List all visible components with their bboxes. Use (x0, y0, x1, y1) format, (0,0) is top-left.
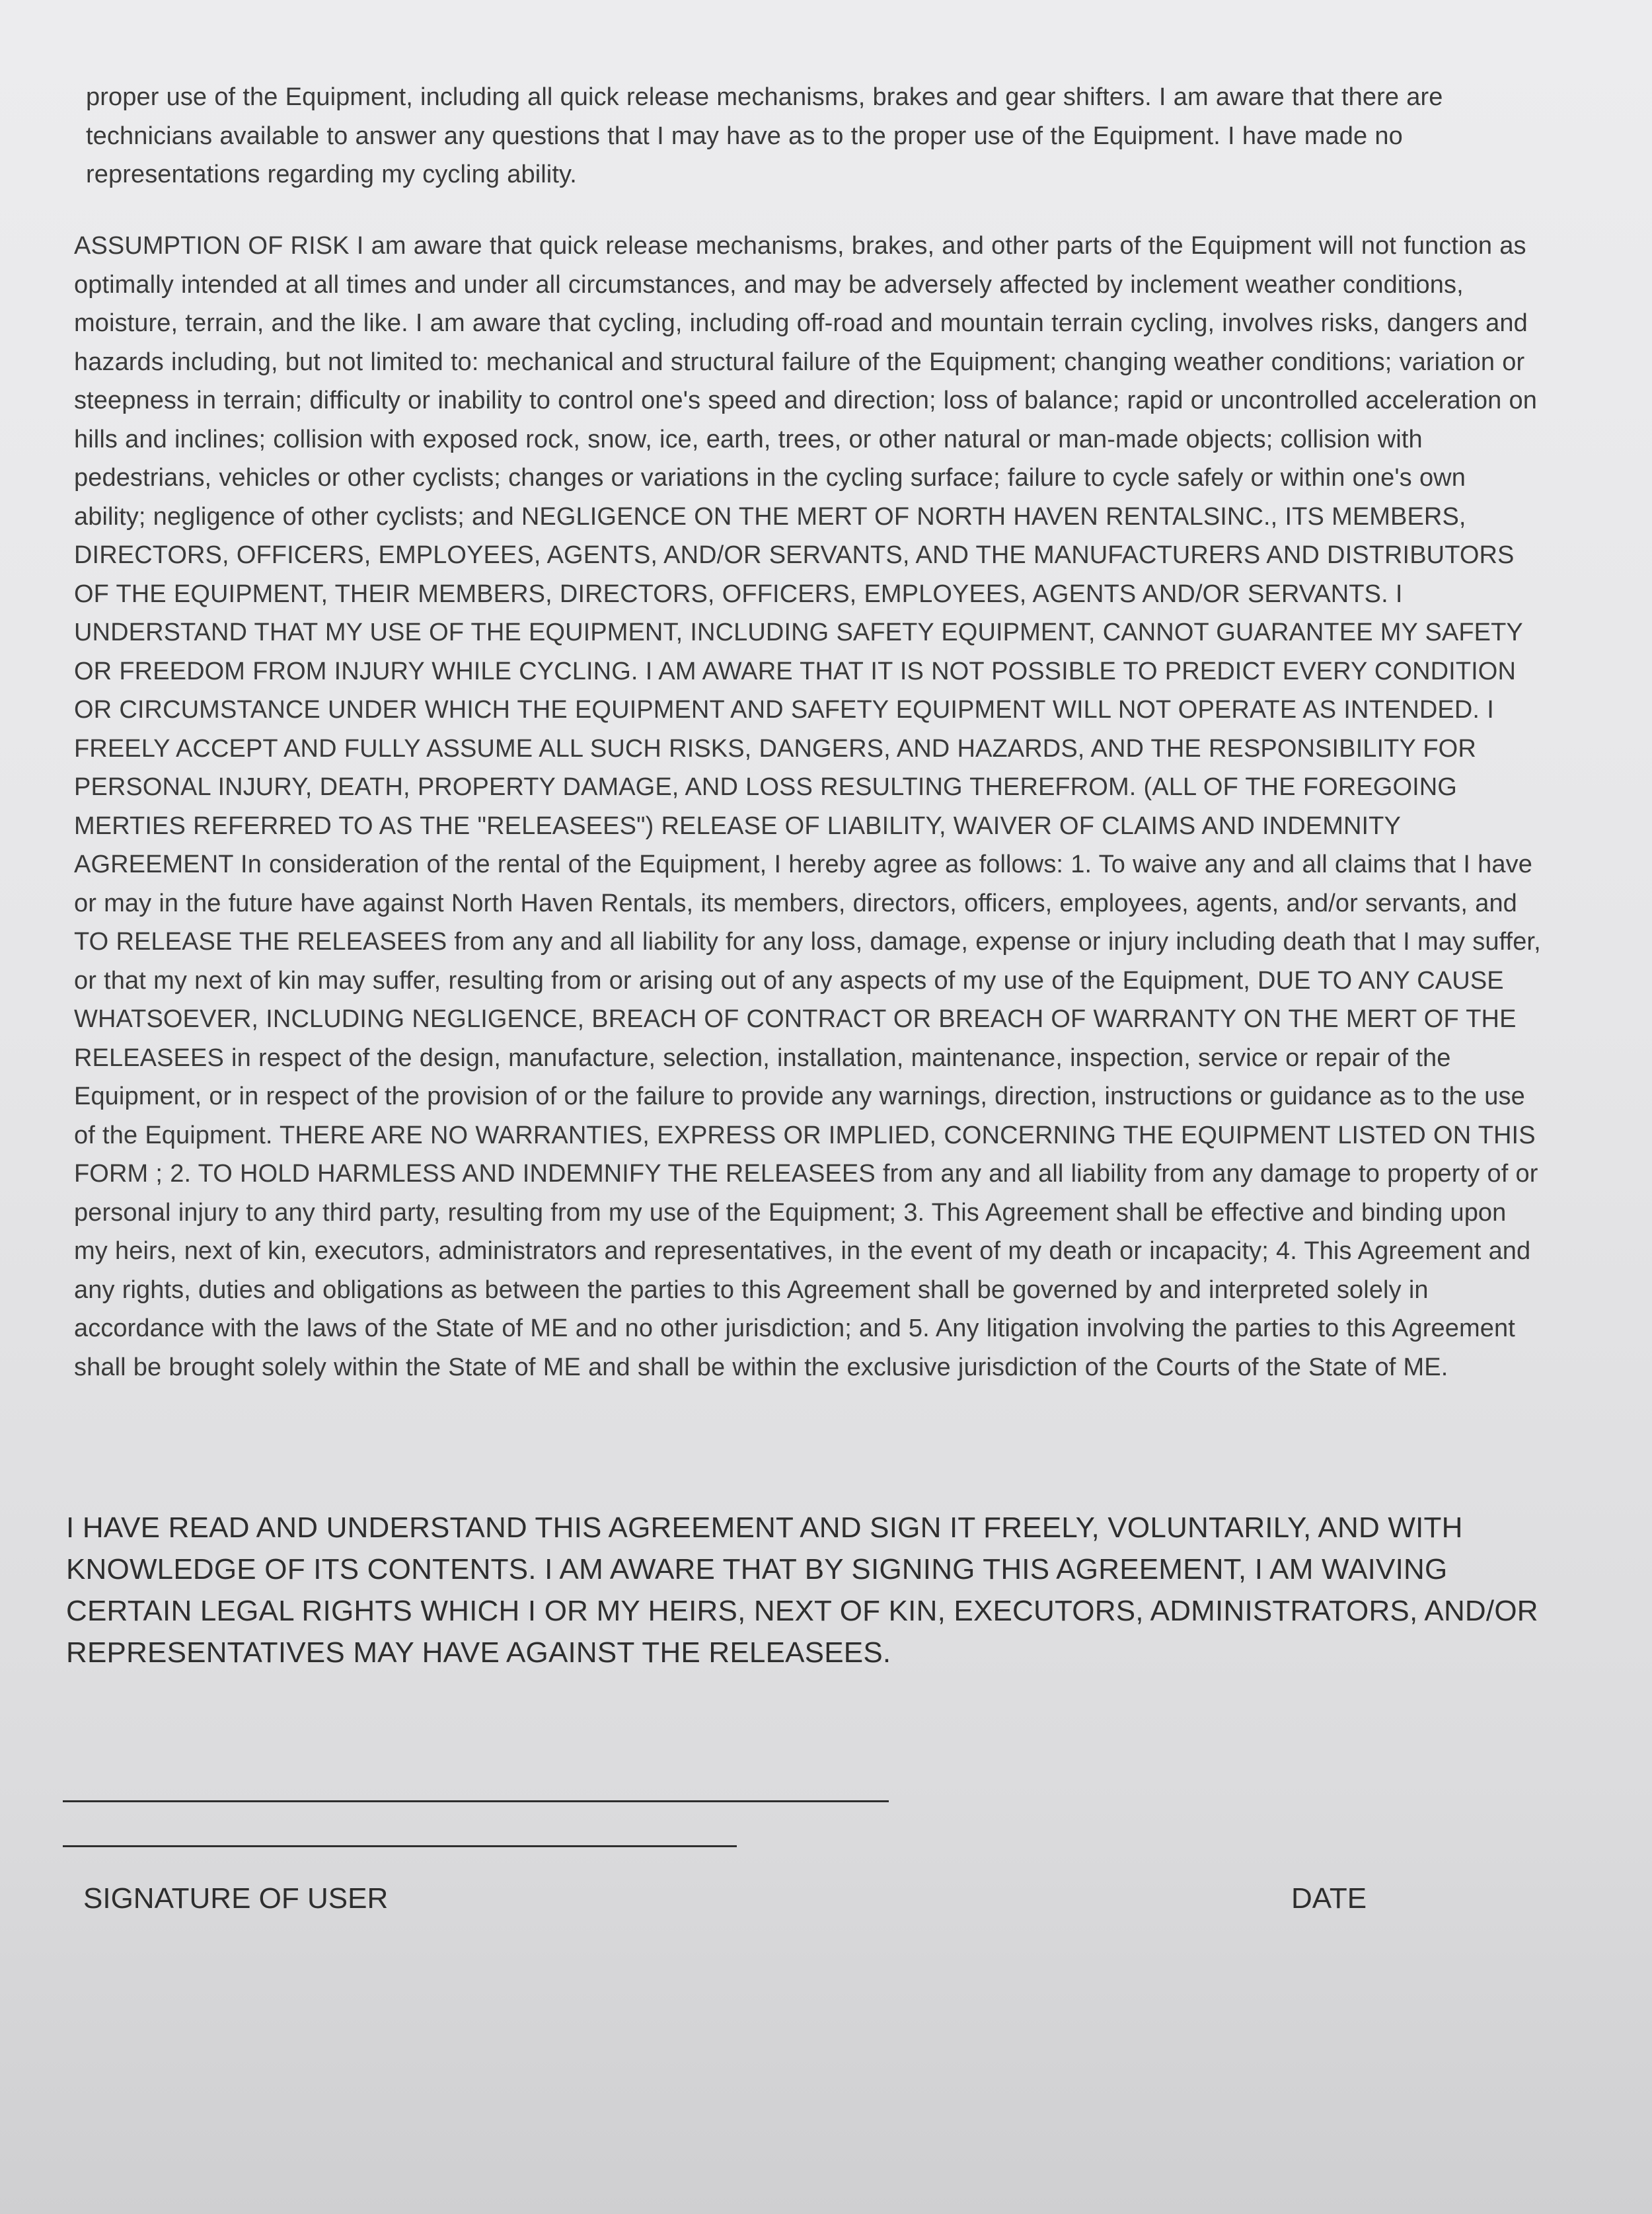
intro-paragraph: proper use of the Equipment, including all quick release mechanisms, brakes and gear shifters. I am aware that there are technicians available to answer any questions that I may have as to the proper use of the Equipment. I have made no representations regarding my cycling ability. (86, 83, 1443, 188)
signature-label: SIGNATURE OF USER (83, 1882, 389, 1915)
acknowledgement-statement: I HAVE READ AND UNDERSTAND THIS AGREEMENT AND SIGN IT FREELY, VOLUNTARILY, AND WITH KNOWLEDGE OF ITS CONTENTS. I AM AWARE THAT BY SIGNING THIS AGREEMENT, I AM WAIVING CERTAIN LEGAL RIGHTS WHICH I OR MY HEIRS, NEXT OF KIN, EXECUTORS, ADMINISTRATORS, AND/OR REPRESENTATIVES MAY HAVE AGAINST THE RELEASEES. (66, 1511, 1538, 1669)
signature-line[interactable] (63, 1800, 889, 1802)
date-line[interactable] (63, 1845, 737, 1847)
assumption-of-risk-paragraph: ASSUMPTION OF RISK I am aware that quick release mechanisms, brakes, and other parts of the Equipment will not function as optimally intended at all times and under all circumstances, and may be adversely affected by inclement weather conditions, moisture, terrain, and the like. I am aware that cycling, including off-road and mountain terrain cycling, involves risks, dangers and hazards including, but not limited to: mechanical and structural failure of the Equipment; changing weather conditions; variation or steepness in terrain; difficulty or inability to control one's speed and direction; loss of balance; rapid or uncontrolled acceleration on hills and inclines; collision with exposed rock, snow, ice, earth, trees, or other natural or man-made objects; collision with pedestrians, vehicles or other cyclists; changes or variations in the cycling surface; failure to cycle safely or within one's own ability; negligence of other cyclists; and NEGLIGENCE ON THE MERT OF NORTH HAVEN RENTALSINC., ITS MEMBERS, DIRECTORS, OFFICERS, EMPLOYEES, AGENTS, AND/OR SERVANTS, AND THE MANUFACTURERS AND DISTRIBUTORS OF THE EQUIPMENT, THEIR MEMBERS, DIRECTORS, OFFICERS, EMPLOYEES, AGENTS AND/OR SERVANTS. I UNDERSTAND THAT MY USE OF THE EQUIPMENT, INCLUDING SAFETY EQUIPMENT, CANNOT GUARANTEE MY SAFETY OR FREEDOM FROM INJURY WHILE CYCLING. I AM AWARE THAT IT IS NOT POSSIBLE TO PREDICT EVERY CONDITION OR CIRCUMSTANCE UNDER WHICH THE EQUIPMENT AND SAFETY EQUIPMENT WILL NOT OPERATE AS INTENDED. I FREELY ACCEPT AND FULLY ASSUME ALL SUCH RISKS, DANGERS, AND HAZARDS, AND THE RESPONSIBILITY FOR PERSONAL INJURY, DEATH, PROPERTY DAMAGE, AND LOSS RESULTING THEREFROM. (ALL OF THE FOREGOING MERTIES REFERRED TO AS THE "RELEASEES") RELEASE OF LIABILITY, WAIVER OF CLAIMS AND INDEMNITY AGREEMENT In consideration of the rental of the Equipment, I hereby agree as follows: 1. To waive any and all claims that I have or may in the future have against North Haven Rentals, its members, directors, officers, employees, agents, and/or servants, and TO RELEASE THE RELEASEES from any and all liability for any loss, damage, expense or injury including death that I may suffer, or that my next of kin may suffer, resulting from or arising out of any aspects of my use of the Equipment, DUE TO ANY CAUSE WHATSOEVER, INCLUDING NEGLIGENCE, BREACH OF CONTRACT OR BREACH OF WARRANTY ON THE MERT OF THE RELEASEES in respect of the design, manufacture, selection, installation, maintenance, inspection, service or repair of the Equipment, or in respect of the provision of or the failure to provide any warnings, direction, instructions or guidance as to the use of the Equipment. THERE ARE NO WARRANTIES, EXPRESS OR IMPLIED, CONCERNING THE EQUIPMENT LISTED ON THIS FORM ; 2. TO HOLD HARMLESS AND INDEMNIFY THE RELEASEES from any and all liability from any damage to property of or personal injury to any third party, resulting from my use of the Equipment; 3. This Agreement shall be effective and binding upon my heirs, next of kin, executors, administrators and representatives, in the event of my death or incapacity; 4. This Agreement and any rights, duties and obligations as between the parties to this Agreement shall be governed by and interpreted solely in accordance with the laws of the State of ME and no other jurisdiction; and 5. Any litigation involving the parties to this Agreement shall be brought solely within the State of ME and shall be within the exclusive jurisdiction of the Courts of the State of ME. (74, 232, 1541, 1381)
date-label: DATE (1291, 1882, 1367, 1915)
